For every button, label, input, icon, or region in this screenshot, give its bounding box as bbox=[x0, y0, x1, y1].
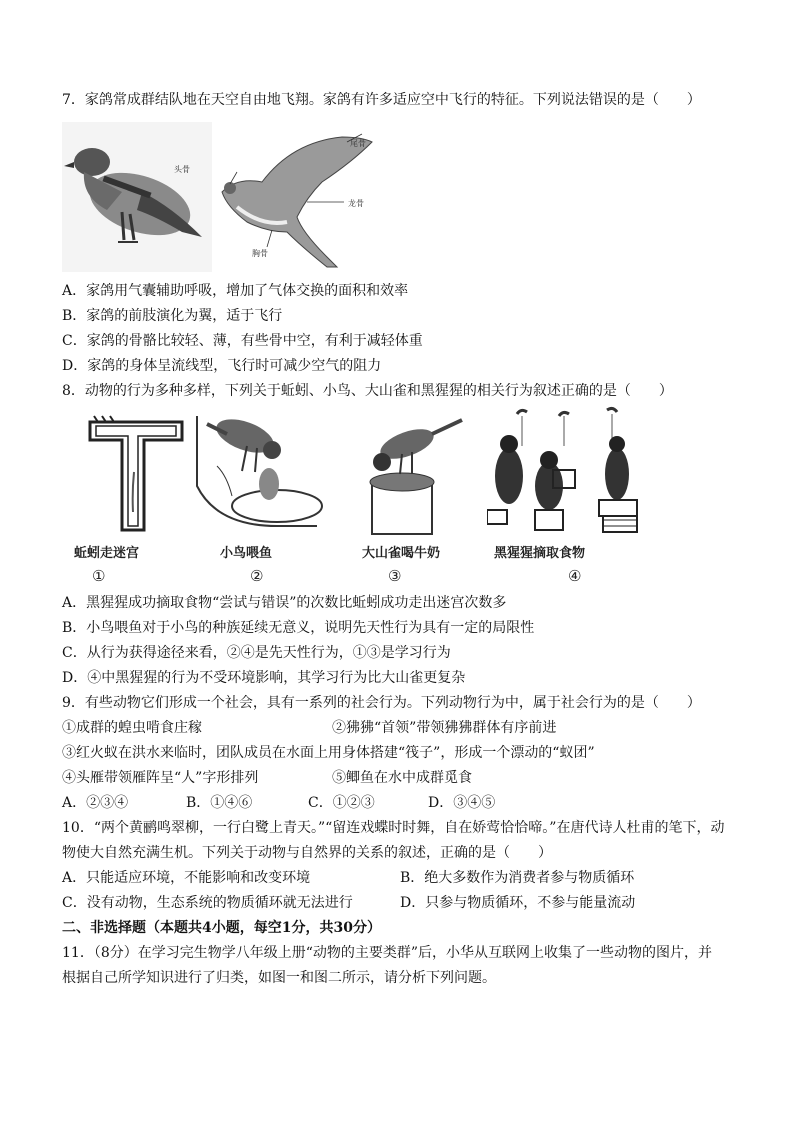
q10-option-a: A．只能适应环境，不能影响和改变环境 bbox=[62, 870, 311, 886]
panel-number-1: ① bbox=[92, 567, 106, 585]
q9-item-2: ②狒狒“首领”带领狒狒群体有序前进 bbox=[332, 720, 557, 736]
q10-stem-line1: 10．“两个黄鹂鸣翠柳，一行白鹭上青天。”“留连戏蝶时时舞，自在娇莺恰恰啼。”在唐代诗人杜甫的笔下，动 bbox=[62, 820, 725, 836]
label-chest-bone: 胸骨 bbox=[252, 249, 268, 258]
q10-option-b: B．绝大多数作为消费者参与物质循环 bbox=[400, 870, 635, 886]
pigeon-figure bbox=[62, 122, 392, 282]
behavior-figure bbox=[62, 406, 642, 592]
q8-option-b: B．小鸟喂鱼对于小鸟的种族延续无意义，说明先天性行为具有一定的局限性 bbox=[62, 620, 535, 636]
panel-caption-2: 小鸟喂鱼 bbox=[220, 546, 273, 561]
q9-option-c: C．①②③ bbox=[308, 795, 375, 811]
label-keel-bone: 龙骨 bbox=[348, 199, 364, 208]
section-2-heading: 二、非选择题（本题共4小题，每空1分，共30分） bbox=[62, 920, 381, 936]
q9-stem: 9．有些动物它们形成一个社会，具有一系列的社会行为。下列动物行为中，属于社会行为的是（ ） bbox=[62, 695, 701, 711]
q7-option-c: C．家鸽的骨骼比较轻、薄，有些骨中空，有利于减轻体重 bbox=[62, 333, 423, 349]
q10-stem-line2: 物使大自然充满生机。下列关于动物与自然界的关系的叙述，正确的是（ ） bbox=[62, 845, 552, 861]
q11-line1: 11．（8分）在学习完生物学八年级上册“动物的主要类群”后，小华从互联网上收集了一些动物的图片，并 bbox=[62, 945, 713, 961]
q9-item-1: ①成群的蝗虫啃食庄稼 bbox=[62, 720, 202, 736]
q9-item-3: ③红火蚁在洪水来临时，团队成员在水面上用身体搭建“筏子”，形成一个漂动的“蚁团” bbox=[62, 745, 595, 761]
panel-number-2: ② bbox=[250, 567, 264, 585]
q9-option-a: A．②③④ bbox=[62, 795, 129, 811]
q9-option-d: D．③④⑤ bbox=[428, 795, 496, 811]
q8-option-c: C．从行为获得途径来看，②④是先天性行为，①③是学习行为 bbox=[62, 645, 451, 661]
q7-option-d: D．家鸽的身体呈流线型，飞行时可减少空气的阻力 bbox=[62, 358, 382, 374]
label-head-bone: 头骨 bbox=[174, 165, 190, 174]
panel-caption-4: 黑猩猩摘取食物 bbox=[494, 546, 586, 561]
q8-option-a: A．黑猩猩成功摘取食物“尝试与错误”的次数比蚯蚓成功走出迷宫次数多 bbox=[62, 595, 507, 611]
q7-option-a: A．家鸽用气囊辅助呼吸，增加了气体交换的面积和效率 bbox=[62, 283, 409, 299]
q9-option-b: B．①④⑥ bbox=[186, 795, 253, 811]
label-tail-bone: 尾骨 bbox=[350, 139, 366, 148]
q11-line2: 根据自己所学知识进行了归类，如图一和图二所示，请分析下列问题。 bbox=[62, 970, 496, 986]
panel-caption-1: 蚯蚓走迷宫 bbox=[74, 546, 140, 561]
q7-option-b: B．家鸽的前肢演化为翼，适于飞行 bbox=[62, 308, 283, 324]
q8-stem: 8．动物的行为多种多样，下列关于蚯蚓、小鸟、大山雀和黑猩猩的相关行为叙述正确的是（ ） bbox=[62, 383, 673, 399]
q9-item-4: ④头雁带领雁阵呈“人”字形排列 bbox=[62, 770, 259, 786]
panel-caption-3: 大山雀喝牛奶 bbox=[362, 546, 441, 561]
q7-stem: 7．家鸽常成群结队地在天空自由地飞翔。家鸽有许多适应空中飞行的特征。下列说法错误的是（ ） bbox=[62, 92, 701, 108]
panel-number-3: ③ bbox=[388, 567, 402, 585]
panel-number-4: ④ bbox=[568, 567, 582, 585]
q10-option-c: C．没有动物，生态系统的物质循环就无法进行 bbox=[62, 895, 353, 911]
q10-option-d: D．只参与物质循环，不参与能量流动 bbox=[400, 895, 636, 911]
q8-option-d: D．④中黑猩猩的行为不受环境影响，其学习行为比大山雀更复杂 bbox=[62, 670, 466, 686]
q9-item-5: ⑤鲫鱼在水中成群觅食 bbox=[332, 770, 472, 786]
